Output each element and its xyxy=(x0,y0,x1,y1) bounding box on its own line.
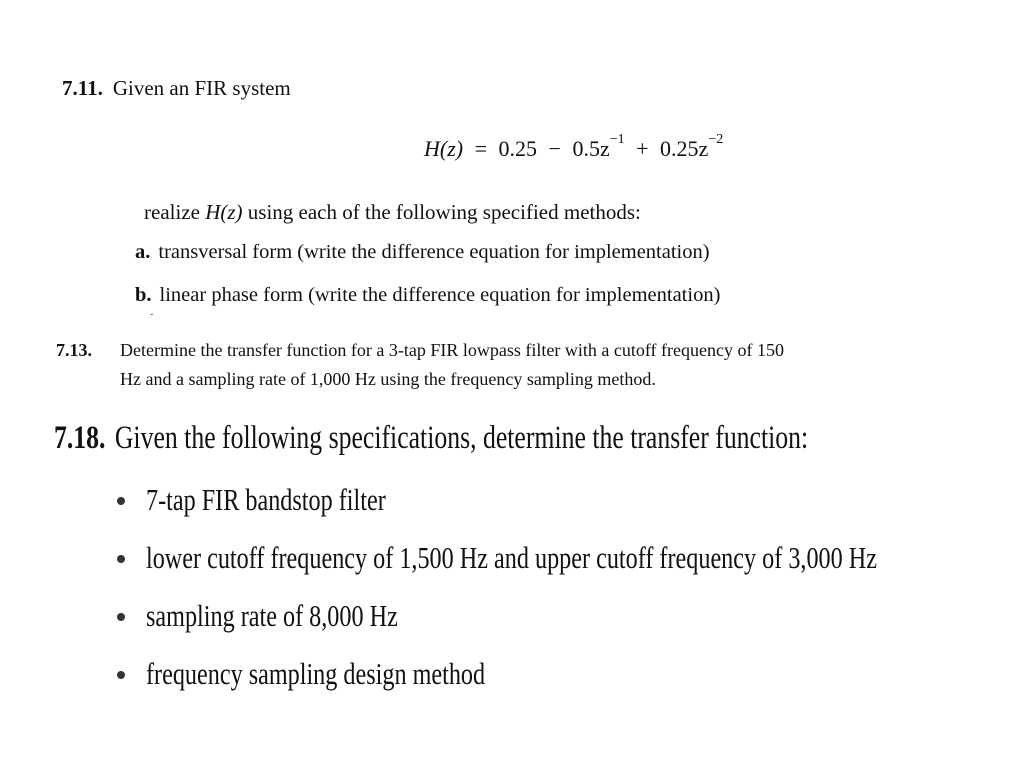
problem-7-13-number: 7.13. xyxy=(56,340,92,360)
equation-equals: = xyxy=(474,136,488,161)
problem-7-11-item-a xyxy=(135,241,710,264)
bullet-icon xyxy=(117,671,125,679)
spec-bullet-2: lower cutoff frequency of 1,500 Hz and upper cutoff frequency of 3,000 Hz xyxy=(146,540,877,575)
item-b-text: linear phase form (write the difference equation for implementation) xyxy=(159,284,721,306)
problem-7-13-line-2: Hz and a sampling rate of 1,000 Hz using the frequency sampling method. xyxy=(120,369,656,389)
spec-bullet-4: frequency sampling design method xyxy=(146,656,486,691)
problem-7-13-line-1: Determine the transfer function for a 3-tap FIR lowpass filter with a cutoff frequency of 150 xyxy=(120,340,784,360)
problem-7-18-heading xyxy=(54,420,808,457)
problem-7-11-heading xyxy=(62,76,291,101)
spec-bullet-1: 7-tap FIR bandstop filter xyxy=(146,482,386,517)
equation-term-3: 0.25z xyxy=(660,136,709,161)
transfer-function-equation xyxy=(424,132,724,162)
problem-title: Given the following specifications, determine the transfer function: xyxy=(114,420,809,456)
bullet-icon xyxy=(117,613,125,621)
instruction-hz: H(z) xyxy=(205,200,243,224)
equation-term-2-exponent: −1 xyxy=(609,132,625,147)
bullet-icon xyxy=(117,497,125,505)
problem-7-11-instruction xyxy=(144,200,641,225)
item-a-text: transversal form (write the difference equation for implementation) xyxy=(158,241,710,263)
equation-term-3-exponent: −2 xyxy=(708,132,724,147)
problem-title: Given an FIR system xyxy=(112,76,291,100)
equation-lhs: H(z) xyxy=(424,136,464,161)
instruction-prefix: realize xyxy=(144,200,200,224)
equation-minus: − xyxy=(548,136,561,161)
spec-bullet-3: sampling rate of 8,000 Hz xyxy=(146,598,398,633)
equation-plus: + xyxy=(636,136,649,161)
equation-term-1: 0.25 xyxy=(498,136,538,161)
problem-number: 7.18. xyxy=(54,420,106,456)
problem-number: 7.11. xyxy=(62,76,103,100)
item-b-label: b. xyxy=(135,284,152,306)
bullet-icon xyxy=(117,555,125,563)
instruction-suffix: using each of the following specified methods: xyxy=(247,200,641,224)
problem-7-11-item-b xyxy=(135,284,720,307)
stray-mark: - xyxy=(150,309,154,320)
equation-term-2: 0.5z xyxy=(572,136,610,161)
item-a-label: a. xyxy=(135,241,151,263)
